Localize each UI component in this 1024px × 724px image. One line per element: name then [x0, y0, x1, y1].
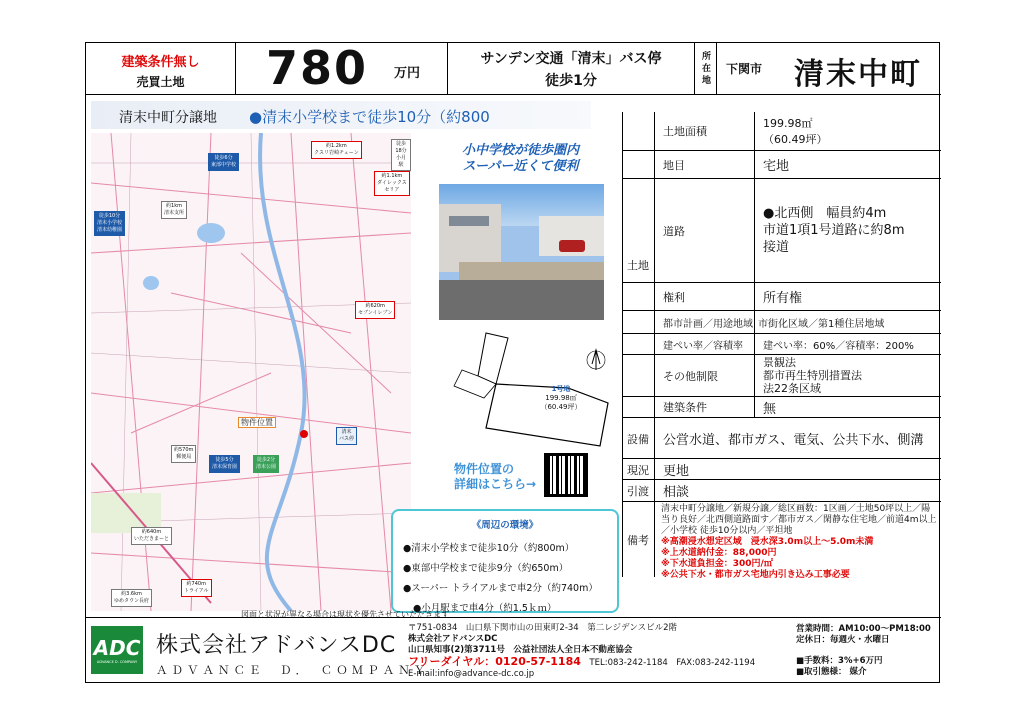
- map-tag-post-office: 約570m 郵便局: [171, 445, 196, 463]
- access-line-2: 徒歩1分: [545, 73, 597, 89]
- map-tag-bus-stop: 清末 バス停: [336, 427, 357, 445]
- environment-item: ●清末小学校まで徒歩10分（約800m）: [403, 543, 575, 554]
- map-tag-east-junior-high: 徒歩6分 東部中学校: [208, 153, 239, 171]
- row-other-restrictions: その他制限 景観法 都市再生特別措置法 法22条区域: [622, 354, 941, 396]
- remarks-warning: ※公共下水・都市ガス宅地内引き込み工事必要: [661, 570, 850, 580]
- row-city-planning: 都市計画／用途地域 市街化区域／第1種住居地域: [622, 310, 941, 333]
- environment-title: 《周辺の環境》: [471, 520, 539, 531]
- footer: [86, 617, 941, 684]
- property-photo: [439, 184, 604, 320]
- header: [86, 43, 941, 95]
- city: 下関市: [726, 62, 763, 76]
- property-type: 売買土地: [136, 75, 185, 89]
- qr-code[interactable]: [544, 453, 588, 497]
- row-coverage-ratio: 建ぺい率／容積率 建ぺい率：60%／容積率：200%: [622, 333, 941, 354]
- row-building-condition: 建築条件 無: [622, 396, 941, 417]
- qr-caption: [454, 462, 536, 492]
- banner: [91, 101, 591, 129]
- qr-line-2: 詳細はこちら→: [454, 477, 537, 491]
- remarks-text: 清末中町分譲地／新規分譲／総区画数：1区画／土地50坪以上／陽当り良好／北西側道路面す／都市ガス／閑静な住宅地／前道4m以上／小学校 徒歩10分以内／平坦地: [661, 504, 937, 536]
- area-map: [91, 133, 411, 611]
- promo-line-1: 小中学校が徒歩圏内: [461, 143, 579, 158]
- price-cell: [236, 43, 448, 95]
- row-rights: 権利 所有権: [622, 282, 941, 310]
- access-cell: [448, 43, 695, 95]
- row-road: 道路 ●北西側 幅員約4m 市道1項1号道路に約8m 接道: [622, 178, 941, 282]
- map-tag-park: 徒歩2分 清末公園: [253, 455, 279, 473]
- map-tag-ozuki-station: 徒歩18分 小月駅: [391, 139, 411, 171]
- row-land-area: 土地面積 199.98㎡ （60.49坪）: [622, 112, 941, 150]
- property-flyer: [85, 42, 940, 683]
- row-remarks: 備考 清末中町分譲地／新規分譲／総区画数：1区画／土地50坪以上／陽当り良好／北西側道路面す／都市ガス／閑静な住宅地／前道4m以上／小学校 徒歩10分以内／平坦地 ※高潮浸水想定区域 浸水深3.0m以上～5.0m未満 ※上水道納付金：88,000円 ※下水道負担金：300円/㎡ ※公共下水・都市ガス宅地内引き込み工事必要: [622, 501, 941, 577]
- company-name: 株式会社アドバンスDC: [156, 633, 397, 658]
- remarks-warning: ※下水道負担金：300円/㎡: [661, 559, 773, 569]
- town: 清末中町: [794, 57, 922, 92]
- free-dial[interactable]: フリーダイヤル：0120-57-1184: [408, 655, 581, 668]
- business-info: 営業時間：AM10:00～PM18:00 定休日：毎週火・水曜日 ■手数料：3%+6万円 ■取引態様： 媒介: [796, 624, 931, 677]
- map-tag-itadakimart: 約640m いただきまーと: [131, 527, 172, 545]
- disclaimer: 図面と状況が異なる場合は現状を優先させていただきます: [241, 610, 449, 619]
- price-unit: 万円: [394, 66, 421, 81]
- remarks-warning: ※上水道納付金：88,000円: [661, 548, 777, 558]
- email-link[interactable]: E-mail:info@advance-dc.co.jp: [408, 669, 535, 679]
- map-tag-youme-town: 約3.6km ゆめタウン長府: [111, 589, 152, 607]
- promo-line-2: スーパー近くて便利: [462, 159, 579, 174]
- tel-fax: TEL:083-242-1184 FAX:083-242-1194: [589, 658, 756, 668]
- company-contact: 〒751-0834 山口県下関市山の田東町2-34 第二レジデンスビル2階 株式会社アドバンスDC 山口県知事(2)第3711号 公益社団法人全日本不動産協会 フリーダイヤル：0120-57-1184 TEL:083-242-1184 FAX:083-242-1194 E-mail:info@advance-dc.co.jp: [408, 623, 788, 680]
- location-label: 所在地: [700, 51, 710, 87]
- price: 780: [266, 41, 369, 95]
- map-tag-drugstore: 約1.2km クスリ岩崎チェーン: [311, 141, 362, 159]
- access-line-1: サンデン交通「清末」バス停: [480, 51, 662, 67]
- row-delivery: 引渡 相談: [622, 479, 941, 501]
- map-tag-direx: 約1.1km ダイレックス セリア: [374, 171, 410, 196]
- environment-box: [391, 509, 619, 613]
- row-status: 現況 更地: [622, 458, 941, 479]
- land-label: 土地: [627, 258, 649, 272]
- header-condition-cell: [86, 43, 236, 95]
- location-label-cell: [695, 43, 717, 95]
- plot-tsubo: （60.49坪）: [540, 403, 582, 411]
- banner-title: 清末中町分譲地: [119, 110, 217, 126]
- company-logo: ADC ADVANCE D. COMPANY: [91, 626, 143, 674]
- map-tag-property-location: 物件位置: [238, 417, 276, 428]
- plot-lot: 1号地: [551, 385, 571, 393]
- banner-school: ●清末小学校まで徒歩10分（約800: [249, 108, 490, 126]
- map-tag-elementary-school: 徒歩10分 清末小学校 清末幼稚園: [94, 211, 125, 236]
- promo-text: [438, 143, 603, 175]
- map-tag-trial: 約740m トライアル: [181, 579, 212, 597]
- row-land-category: 地目 宅地: [622, 150, 941, 178]
- plot-label: [521, 385, 601, 412]
- environment-item: ●スーパー トライアルまで車2分（約740m）: [403, 583, 598, 594]
- building-condition: 建築条件無し: [121, 55, 200, 70]
- map-tag-branch-office: 約1km 清末支所: [161, 201, 187, 219]
- plot-area: 199.98㎡: [545, 394, 577, 402]
- row-facilities: 設備 公営水道、都市ガス、電気、公共下水、側溝: [622, 417, 941, 458]
- qr-line-1: 物件位置の: [454, 462, 515, 476]
- environment-item: ●東部中学校まで徒歩9分（約650m）: [403, 563, 569, 574]
- property-table: [622, 112, 941, 580]
- environment-item: ●小月駅まで車4分（約1.5ｋｍ）: [413, 603, 557, 614]
- map-tag-nursery: 徒歩5分 清末保育園: [209, 455, 240, 473]
- map-tag-seven-eleven: 約620m セブンイレブン: [355, 301, 395, 319]
- remarks-warning: ※高潮浸水想定区域 浸水深3.0m以上～5.0m未満: [661, 537, 874, 547]
- company-name-en: ＡＤＶＡＮＣＥ Ｄ． ＣＯＭＰＡＮＹ: [156, 663, 430, 677]
